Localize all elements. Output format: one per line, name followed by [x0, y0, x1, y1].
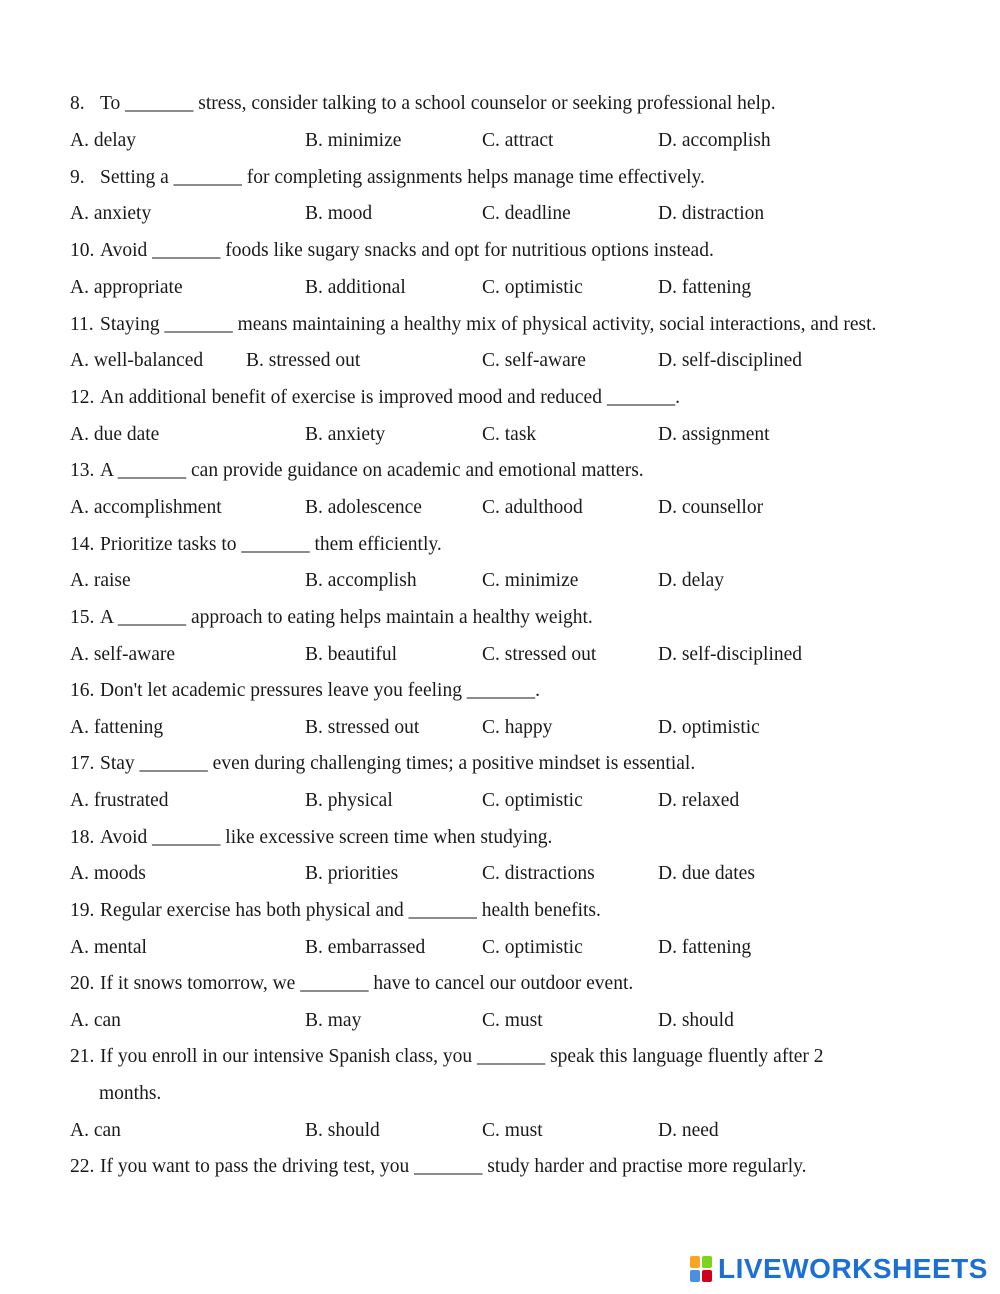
option-b[interactable]: B. should [305, 1120, 380, 1141]
question-text: To _______ stress, consider talking to a school counselor or seeking professional help. [100, 93, 776, 114]
option-a[interactable]: A. self-aware [70, 644, 176, 665]
question-text: Setting a _______ for completing assignments helps manage time effectively. [100, 167, 705, 188]
question-text: A _______ can provide guidance on academic and emotional matters. [100, 460, 644, 481]
option-c[interactable]: C. stressed out [482, 644, 597, 665]
question-text: Regular exercise has both physical and _______ health benefits. [100, 900, 601, 921]
question-text-continued: months. [99, 1083, 162, 1104]
question-text: Staying _______ means maintaining a healthy mix of physical activity, social interactions, and rest. [100, 314, 877, 335]
option-a[interactable]: A. moods [70, 863, 146, 884]
option-b[interactable]: B. beautiful [305, 644, 398, 665]
question-text: A _______ approach to eating helps maintain a healthy weight. [100, 607, 593, 628]
option-d[interactable]: D. fattening [658, 277, 752, 298]
question-16: 16. Don't let academic pressures leave you feeling _______. [70, 680, 540, 701]
question-18: 18. Avoid _______ like excessive screen time when studying. [70, 827, 553, 848]
question-11: 11. Staying _______ means maintaining a healthy mix of physical activity, social interactions, and rest. [70, 314, 877, 335]
question-21: 21. If you enroll in our intensive Spanish class, you _______ speak this language fluently after 2 [70, 1046, 824, 1067]
logo-mark-icon [690, 1256, 712, 1282]
question-12: 12. An additional benefit of exercise is improved mood and reduced _______. [70, 387, 680, 408]
question-text: Don't let academic pressures leave you feeling _______. [100, 680, 540, 701]
option-d[interactable]: D. accomplish [658, 130, 771, 151]
option-d[interactable]: D. counsellor [658, 497, 764, 518]
option-b[interactable]: B. physical [305, 790, 393, 811]
option-d[interactable]: D. fattening [658, 937, 752, 958]
question-17: 17. Stay _______ even during challenging times; a positive mindset is essential. [70, 753, 696, 774]
option-b[interactable]: B. accomplish [305, 570, 417, 591]
option-b[interactable]: B. embarrassed [305, 937, 426, 958]
option-c[interactable]: C. deadline [482, 203, 571, 224]
question-14: 14. Prioritize tasks to _______ them efficiently. [70, 534, 442, 555]
question-8: 8. To _______ stress, consider talking to a school counselor or seeking professional help. [70, 93, 776, 114]
option-b[interactable]: B. may [305, 1010, 362, 1031]
option-b[interactable]: B. priorities [305, 863, 399, 884]
option-b[interactable]: B. mood [305, 203, 373, 224]
option-d[interactable]: D. self-disciplined [658, 644, 803, 665]
question-22: 22. If you want to pass the driving test, you _______ study harder and practise more regularly. [70, 1156, 807, 1177]
option-a[interactable]: A. anxiety [70, 203, 152, 224]
option-c[interactable]: C. must [482, 1010, 543, 1031]
option-d[interactable]: D. should [658, 1010, 734, 1031]
option-d[interactable]: D. optimistic [658, 717, 760, 738]
option-a[interactable]: A. accomplishment [70, 497, 222, 518]
option-a[interactable]: A. due date [70, 424, 160, 445]
option-d[interactable]: D. delay [658, 570, 725, 591]
option-d[interactable]: D. due dates [658, 863, 755, 884]
question-text: Prioritize tasks to _______ them efficiently. [100, 534, 442, 555]
option-b[interactable]: B. additional [305, 277, 406, 298]
question-13: 13. A _______ can provide guidance on academic and emotional matters. [70, 460, 644, 481]
question-text: If you enroll in our intensive Spanish class, you _______ speak this language fluently after 2 [100, 1046, 824, 1067]
option-c[interactable]: C. must [482, 1120, 543, 1141]
option-a[interactable]: A. frustrated [70, 790, 169, 811]
option-c[interactable]: C. optimistic [482, 277, 583, 298]
option-a[interactable]: A. fattening [70, 717, 164, 738]
option-a[interactable]: A. raise [70, 570, 131, 591]
option-d[interactable]: D. assignment [658, 424, 770, 445]
option-b[interactable]: B. stressed out [305, 717, 420, 738]
question-text: An additional benefit of exercise is improved mood and reduced _______. [100, 387, 680, 408]
question-9: 9. Setting a _______ for completing assignments helps manage time effectively. [70, 167, 705, 188]
option-b[interactable]: B. adolescence [305, 497, 422, 518]
question-text: Avoid _______ foods like sugary snacks and opt for nutritious options instead. [100, 240, 714, 261]
option-a[interactable]: A. appropriate [70, 277, 183, 298]
liveworksheets-logo [690, 1254, 988, 1284]
option-a[interactable]: A. well-balanced [70, 350, 204, 371]
option-c[interactable]: C. self-aware [482, 350, 586, 371]
question-text: Stay _______ even during challenging times; a positive mindset is essential. [100, 753, 696, 774]
question-text: Avoid _______ like excessive screen time when studying. [100, 827, 553, 848]
option-a[interactable]: A. can [70, 1010, 121, 1031]
option-c[interactable]: C. happy [482, 717, 553, 738]
option-d[interactable]: D. relaxed [658, 790, 740, 811]
option-d[interactable]: D. distraction [658, 203, 765, 224]
option-c[interactable]: C. optimistic [482, 790, 583, 811]
option-b[interactable]: B. stressed out [246, 350, 361, 371]
option-c[interactable]: C. minimize [482, 570, 579, 591]
option-c[interactable]: C. optimistic [482, 937, 583, 958]
option-d[interactable]: D. self-disciplined [658, 350, 803, 371]
option-c[interactable]: C. distractions [482, 863, 595, 884]
question-15: 15. A _______ approach to eating helps maintain a healthy weight. [70, 607, 593, 628]
option-c[interactable]: C. task [482, 424, 537, 445]
option-b[interactable]: B. minimize [305, 130, 402, 151]
option-b[interactable]: B. anxiety [305, 424, 386, 445]
option-a[interactable]: A. delay [70, 130, 137, 151]
question-text: If it snows tomorrow, we _______ have to cancel our outdoor event. [100, 973, 634, 994]
option-a[interactable]: A. mental [70, 937, 147, 958]
option-a[interactable]: A. can [70, 1120, 121, 1141]
question-20: 20. If it snows tomorrow, we _______ have to cancel our outdoor event. [70, 973, 634, 994]
question-text: If you want to pass the driving test, you _______ study harder and practise more regularly. [100, 1156, 807, 1177]
logo-text: LIVEWORKSHEETS [718, 1253, 988, 1284]
option-c[interactable]: C. attract [482, 130, 554, 151]
option-d[interactable]: D. need [658, 1120, 719, 1141]
question-19: 19. Regular exercise has both physical and _______ health benefits. [70, 900, 601, 921]
option-c[interactable]: C. adulthood [482, 497, 583, 518]
question-10: 10. Avoid _______ foods like sugary snacks and opt for nutritious options instead. [70, 240, 714, 261]
